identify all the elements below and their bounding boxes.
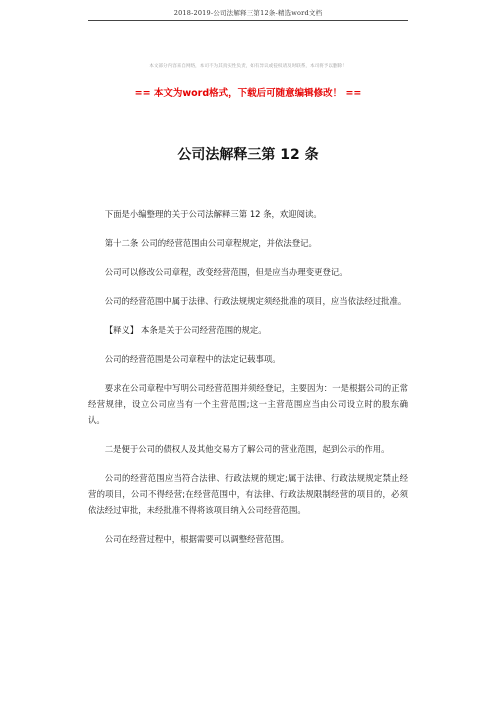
running-header-title: 2018-2019-公司法解释三第12条-精选word文档 bbox=[173, 9, 323, 17]
paragraph-approval: 公司的经营范围中属于法律、行政法规规定须经批准的项目，应当依法经过批准。 bbox=[104, 296, 407, 306]
header-divider bbox=[88, 20, 408, 21]
document-title: 公司法解释三第 12 条 bbox=[177, 147, 319, 163]
document-body bbox=[88, 206, 408, 560]
paragraph-reasons-one: 要求在公司章程中写明公司经营范围并须经登记，主要因为：一是根据公司的正常经营规律，设立公司应当有一个主营范围;这一主营范围应当由公司设立时的股东确认。 bbox=[88, 383, 408, 425]
paragraph-interpretation: 【释义】 本条是关于公司经营范围的规定。 bbox=[104, 325, 267, 335]
paragraph-article-12: 第十二条 公司的经营范围由公司章程规定，并依法登记。 bbox=[104, 238, 317, 248]
copyright-disclaimer: 本文部分内容来自网络，本司不为其真实性负责，如有异议或侵权请及时联系，本司将予以删除！ bbox=[149, 64, 347, 69]
paragraph-adjustment: 公司在经营过程中，根据需要可以调整经营范围。 bbox=[104, 534, 290, 544]
paragraph-intro: 下面是小编整理的关于公司法解释三第 12 条，欢迎阅读。 bbox=[104, 209, 322, 219]
paragraph-compliance: 公司的经营范围应当符合法律、行政法规的规定;属于法律、行政法规规定禁止经营的项目，公司不得经营;在经营范围中，有法律、行政法规限制经营的项目的，必须依法经过审批，未经批准不得将该项目纳入公司经营范围。 bbox=[88, 473, 408, 515]
paragraph-legal-item: 公司的经营范围是公司章程中的法定记载事项。 bbox=[104, 354, 281, 364]
paragraph-reasons-two: 二是便于公司的债权人及其他交易方了解公司的营业范围，起到公示的作用。 bbox=[104, 444, 390, 454]
paragraph-amend-charter: 公司可以修改公司章程，改变经营范围，但是应当办理变更登记。 bbox=[104, 267, 348, 277]
word-format-banner: == 本文为word格式，下载后可随意编辑修改！ == bbox=[134, 88, 362, 99]
